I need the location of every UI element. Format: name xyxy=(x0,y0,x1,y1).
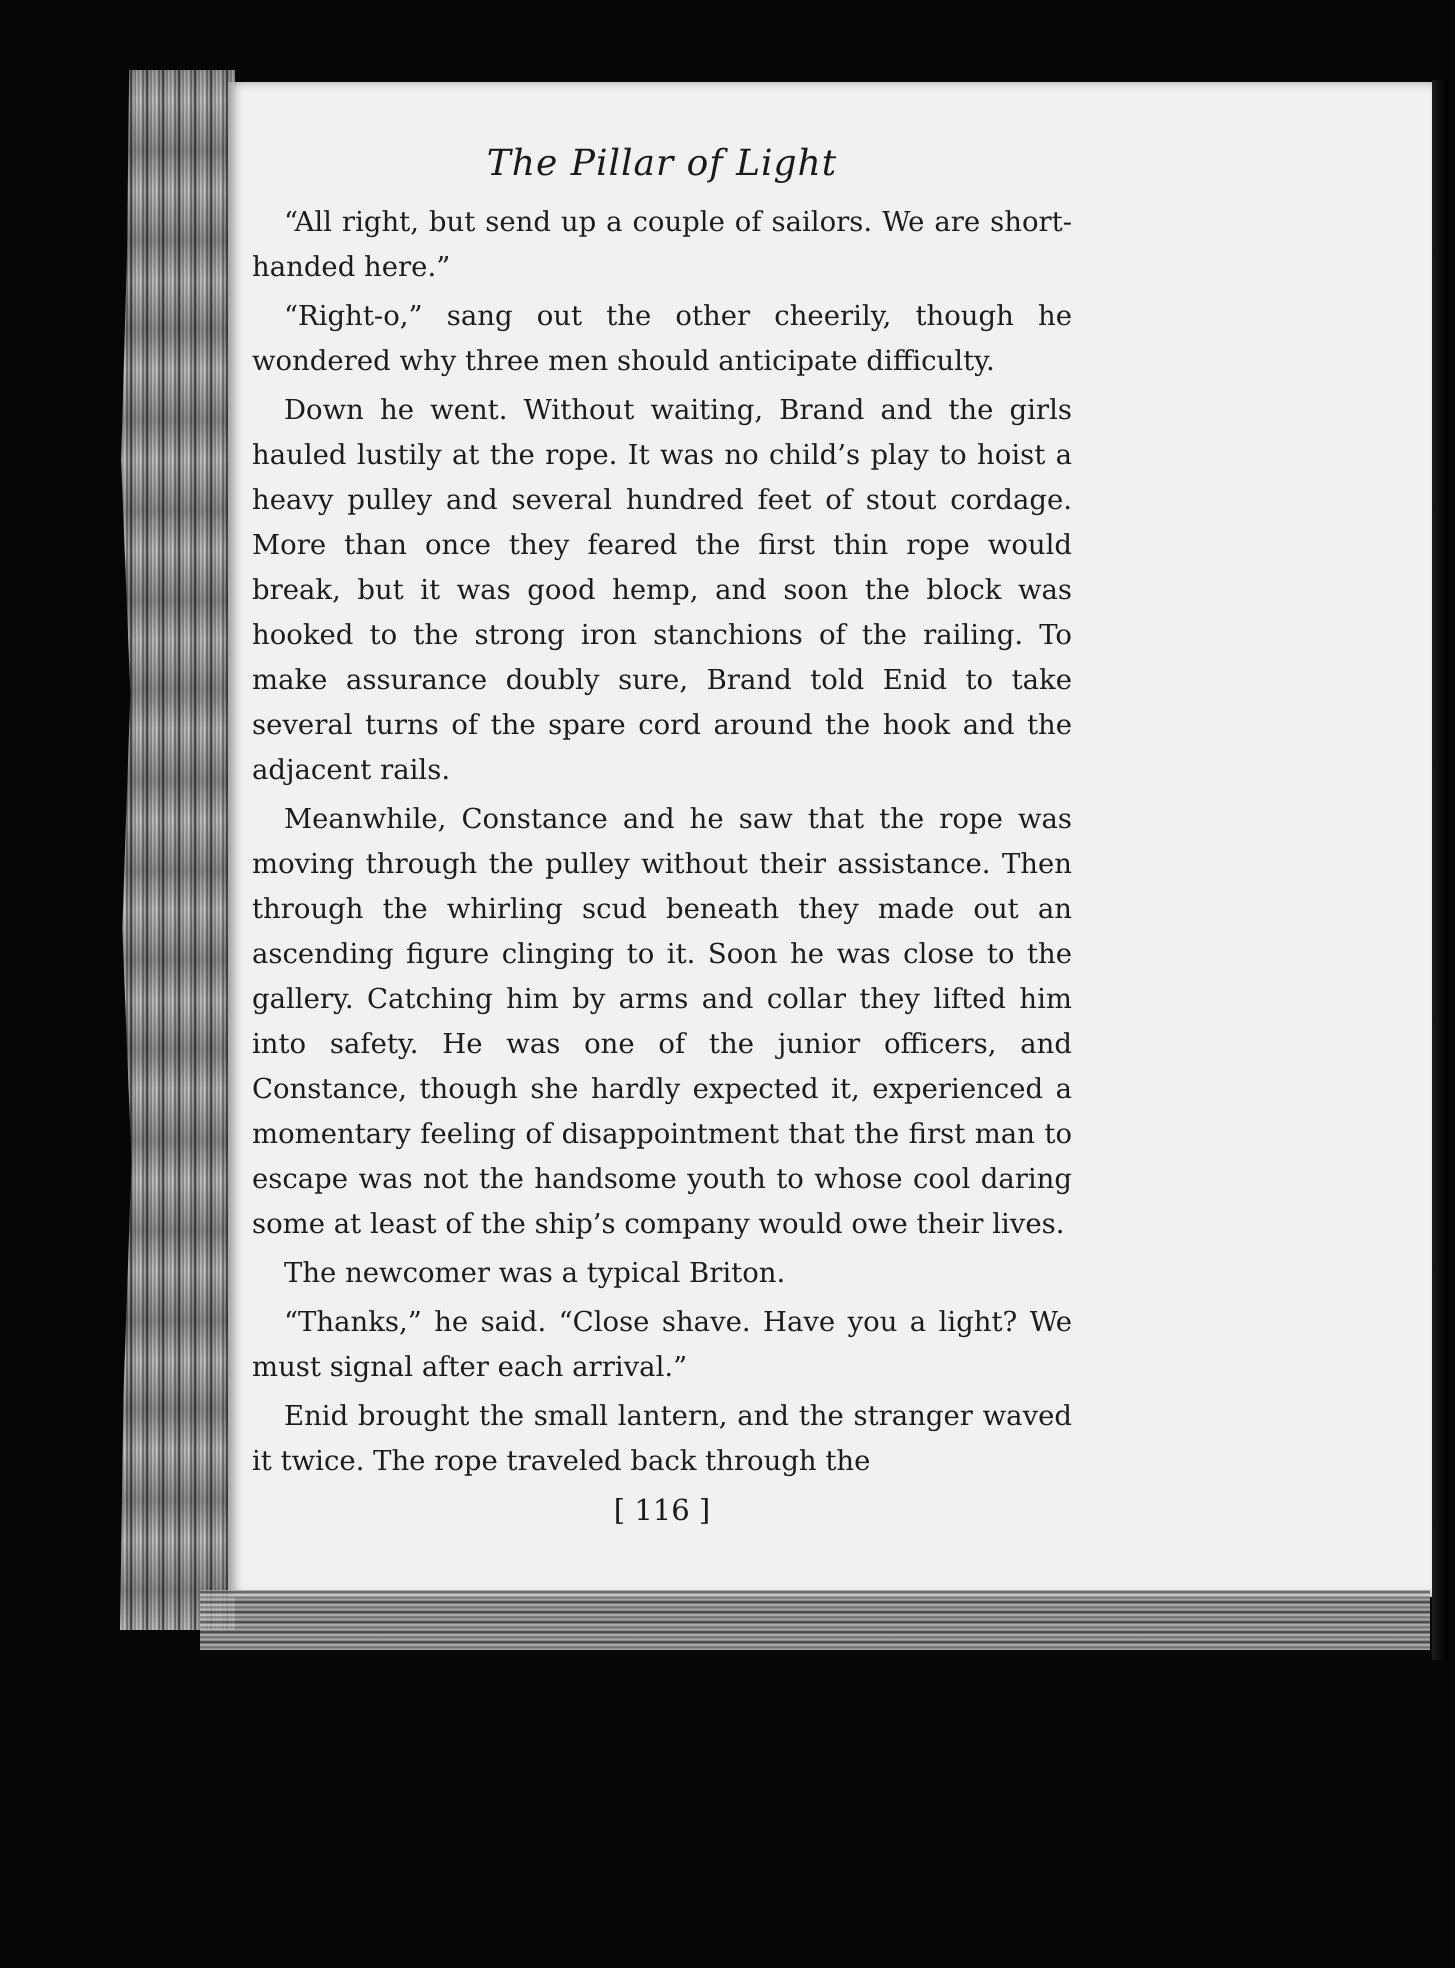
paragraph: “Thanks,” he said. “Close shave. Have you a light? We must signal after each arrival.” xyxy=(252,1306,1072,1383)
paragraph: Enid brought the small lantern, and the stranger waved it twice. The rope traveled back through the xyxy=(252,1400,1072,1477)
paragraph: “Right-o,” sang out the other cheerily, though he wondered why three men should anticipate difficulty. xyxy=(252,300,1072,377)
page-text xyxy=(252,140,1072,1532)
paragraph: Down he went. Without waiting, Brand and the girls hauled lustily at the rope. It was no child’s play to hoist a heavy pulley and several hundred feet of stout cordage. More than once they feared the first thin rope would break, but it was good hemp, and soon the block was hooked to the strong iron stanchions of the railing. To make assurance doubly sure, Brand told Enid to take several turns of the spare cord around the hook and the adjacent rails. xyxy=(252,394,1072,786)
paragraph: “All right, but send up a couple of sailors. We are short-handed here.” xyxy=(252,206,1072,283)
page-edges-bottom xyxy=(200,1590,1430,1650)
page-number: [ 116 ] xyxy=(613,1493,711,1527)
paragraph: Meanwhile, Constance and he saw that the rope was moving through the pulley without their assistance. Then through the whirling scud beneath they made out an ascending figure clinging to it. Soon he was close to the gallery. Catching him by arms and collar they lifted him into safety. He was one of the junior officers, and Constance, though she hardly expected it, experienced a momentary feeling of disappointment that the first man to escape was not the handsome youth to whose cool daring some at least of the ship’s company would owe their lives. xyxy=(252,803,1072,1240)
paragraph: The newcomer was a typical Briton. xyxy=(284,1257,786,1289)
page-edges-left xyxy=(120,70,235,1630)
page-gutter-shadow xyxy=(1432,80,1448,1660)
running-head: The Pillar of Light xyxy=(486,143,838,184)
